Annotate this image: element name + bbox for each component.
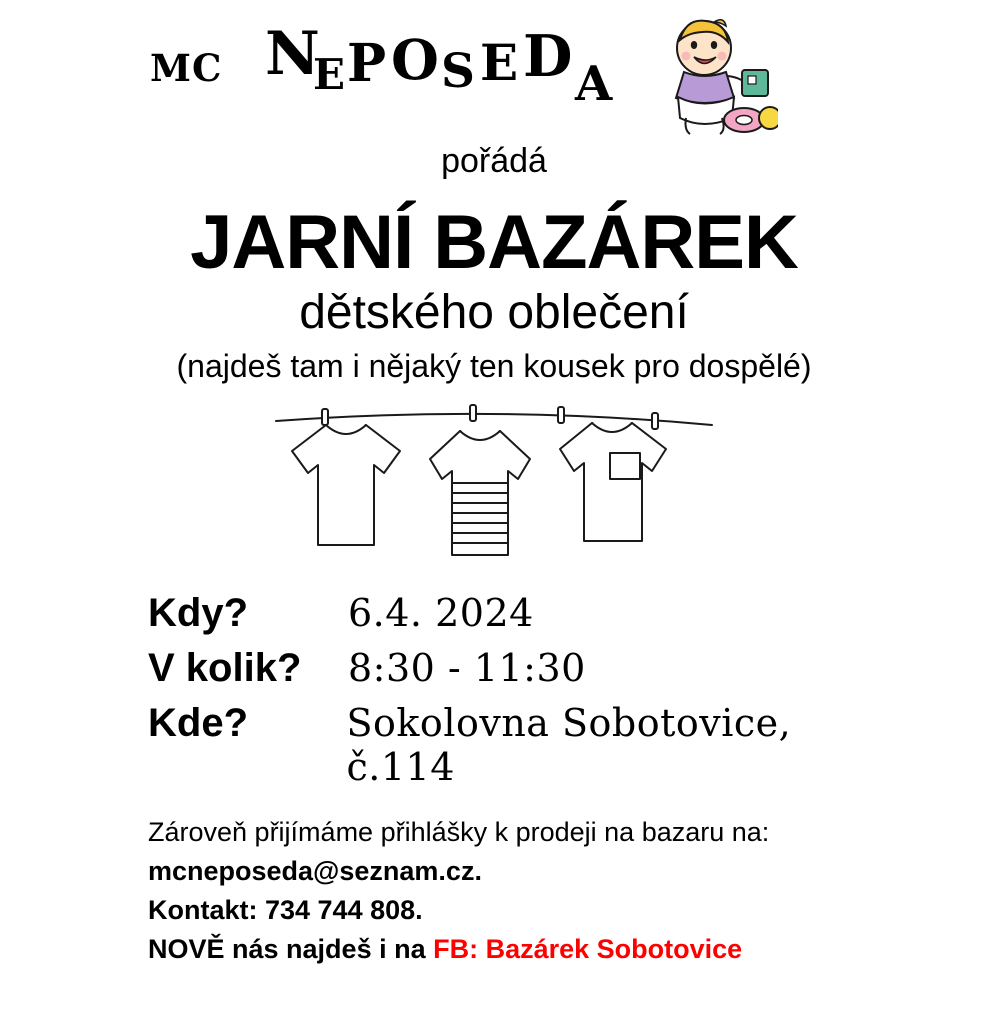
footer-facebook-prefix: NOVĚ nás najdeš i na — [148, 934, 434, 965]
logo-name — [265, 18, 665, 128]
logo-letter-2: P — [347, 33, 387, 94]
detail-value-time: 8:30 - 11:30 — [348, 645, 586, 690]
page-title: JARNÍ BAZÁREK — [190, 200, 798, 285]
detail-row — [148, 591, 908, 636]
logo-letter-1: E — [313, 50, 346, 99]
footer-facebook-line — [148, 930, 928, 969]
logo-letter-0: N — [265, 19, 320, 89]
detail-row — [148, 701, 908, 789]
footer-facebook-link[interactable]: FB: Bazárek Sobotovice — [433, 934, 743, 965]
event-details — [148, 591, 908, 789]
page-subtitle: dětského oblečení — [299, 285, 689, 339]
clothesline-icon — [274, 399, 714, 569]
detail-label-where: Kde? — [148, 700, 248, 745]
organizer-line: pořádá — [441, 142, 547, 180]
footer-contact: Kontakt: 734 744 808. — [148, 894, 423, 925]
page-note: (najdeš tam i nějaký ten kousek pro dospělé) — [176, 347, 812, 384]
logo-letter-4: S — [441, 44, 475, 99]
footer-email[interactable]: mcneposeda@seznam.cz. — [148, 855, 482, 886]
detail-value-date: 6.4. 2024 — [348, 590, 534, 635]
detail-value-place: Sokolovna Sobotovice, č.114 — [346, 700, 792, 789]
baby-icon — [648, 18, 778, 143]
logo-letter-7: A — [575, 56, 613, 112]
logo-wordmark — [150, 18, 670, 128]
logo-prefix: MC — [150, 46, 223, 90]
detail-label-time: V kolik? — [148, 645, 302, 690]
logo-letter-3: O — [391, 27, 439, 92]
footer-signup-text: Zároveň přijímáme přihlášky k prodeji na bazaru na: — [148, 816, 770, 847]
detail-label-when: Kdy? — [148, 590, 248, 635]
logo-letter-6: D — [523, 23, 573, 90]
logo-row — [0, 0, 988, 132]
footer — [148, 813, 928, 970]
logo-letter-5: E — [480, 33, 519, 92]
detail-row — [148, 646, 908, 691]
